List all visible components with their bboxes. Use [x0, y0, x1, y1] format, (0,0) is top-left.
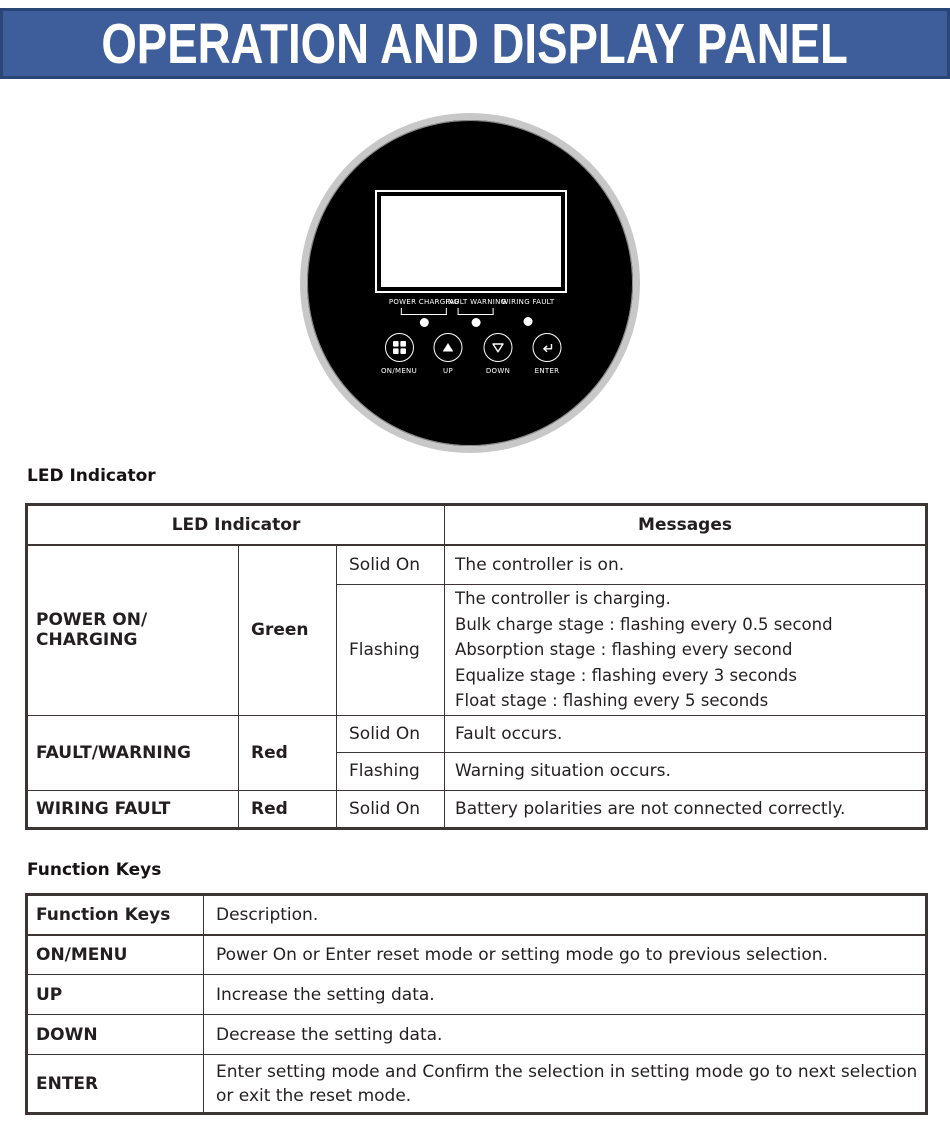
flashing-message-line: The controller is charging.	[455, 589, 671, 608]
fault-flashing-message-cell: Warning situation occurs.	[445, 752, 927, 790]
bracket-line	[401, 308, 447, 315]
fk-down-key-cell: DOWN	[27, 1015, 204, 1055]
button-enter	[533, 333, 562, 375]
power-charging-label-cell	[27, 545, 239, 716]
enter-button-circle	[533, 333, 562, 362]
table-row	[27, 975, 927, 1015]
fault-solid-state-cell: Solid On	[337, 715, 445, 752]
fault-color-cell: Red	[239, 715, 337, 790]
wiring-fault-led	[523, 317, 532, 326]
flashing-message-line: Bulk charge stage : flashing every 0.5 second	[455, 614, 833, 634]
power-flashing-state-cell: Flashing	[337, 585, 445, 716]
fault-warning-led	[471, 318, 480, 327]
fault-solid-message-cell: Fault occurs.	[445, 715, 927, 752]
led-label-wiring-fault: WIRING FAULT	[501, 298, 555, 306]
enter-arrow-icon	[540, 340, 555, 355]
controller-panel-illustration	[300, 113, 640, 453]
wiring-solid-state-cell: Solid On	[337, 790, 445, 828]
flashing-message-line: Equalize stage : flashing every 3 seconds	[455, 665, 797, 685]
power-charging-led	[419, 318, 428, 327]
on-menu-button-label: ON/MENU	[380, 367, 418, 375]
on-menu-button-circle	[385, 333, 414, 362]
menu-grid-icon	[392, 340, 407, 355]
power-solid-message-cell: The controller is on.	[445, 545, 927, 585]
table-row	[27, 790, 927, 828]
page-title: OPERATION AND DISPLAY PANEL	[101, 11, 849, 76]
led-indicator-table	[25, 503, 928, 830]
power-label-line1: POWER ON/	[36, 610, 148, 630]
up-button-circle	[434, 333, 463, 362]
wiring-color-cell: Red	[239, 790, 337, 828]
table-row	[27, 935, 927, 975]
function-keys-heading: Function Keys	[27, 860, 162, 880]
title-banner	[0, 8, 950, 79]
table-row	[27, 545, 927, 585]
fk-enter-desc-cell: Enter setting mode and Confirm the selection in setting mode go to next selection or exit the reset mode.	[204, 1055, 927, 1114]
fk-down-desc-cell: Decrease the setting data.	[204, 1015, 927, 1055]
wiring-solid-message-cell: Battery polarities are not connected correctly.	[445, 790, 927, 828]
power-label-line2: CHARGING	[36, 630, 138, 650]
up-button-label: UP	[443, 367, 453, 375]
led-group-fault-warning	[446, 298, 507, 327]
fk-on-menu-key-cell: ON/MENU	[27, 935, 204, 975]
fk-enter-key-cell: ENTER	[27, 1055, 204, 1114]
flashing-message-line: Float stage : flashing every 5 seconds	[455, 691, 769, 710]
table-row	[27, 715, 927, 752]
button-down	[484, 333, 513, 375]
table-row	[27, 1055, 927, 1114]
lcd-display	[375, 190, 567, 293]
flashing-message-line: Absorption stage : flashing every second	[455, 640, 793, 659]
down-button-circle	[484, 333, 513, 362]
bracket-line	[458, 308, 494, 315]
led-label-power-charging: POWER CHARGING	[388, 298, 460, 306]
fault-flashing-state-cell: Flashing	[337, 752, 445, 790]
table-row	[27, 1015, 927, 1055]
power-solid-state-cell: Solid On	[337, 545, 445, 585]
function-keys-table	[25, 893, 928, 1115]
led-table-header-messages: Messages	[445, 505, 927, 545]
down-button-label: DOWN	[485, 367, 511, 375]
enter-button-label: ENTER	[534, 367, 560, 375]
led-table-header-led: LED Indicator	[27, 505, 445, 545]
button-on-menu	[381, 333, 417, 375]
wiring-fault-label-cell: WIRING FAULT	[27, 790, 239, 828]
fk-up-key-cell: UP	[27, 975, 204, 1015]
power-flashing-message-cell	[445, 585, 927, 716]
led-indicator-heading: LED Indicator	[27, 466, 156, 486]
fk-header-key: Function Keys	[27, 895, 204, 935]
led-label-fault-warning: FAULT WARNING	[445, 298, 507, 306]
up-triangle-icon	[441, 340, 456, 355]
fk-header-desc: Description.	[204, 895, 927, 935]
down-triangle-icon	[491, 340, 506, 355]
lcd-screen	[381, 196, 561, 287]
table-row	[27, 895, 927, 935]
fk-on-menu-desc-cell: Power On or Enter reset mode or setting mode go to previous selection.	[204, 935, 927, 975]
led-group-wiring-fault	[502, 298, 555, 326]
fk-up-desc-cell: Increase the setting data.	[204, 975, 927, 1015]
fault-warning-label-cell: FAULT/WARNING	[27, 715, 239, 790]
button-up	[434, 333, 463, 375]
power-color-cell: Green	[239, 545, 337, 716]
